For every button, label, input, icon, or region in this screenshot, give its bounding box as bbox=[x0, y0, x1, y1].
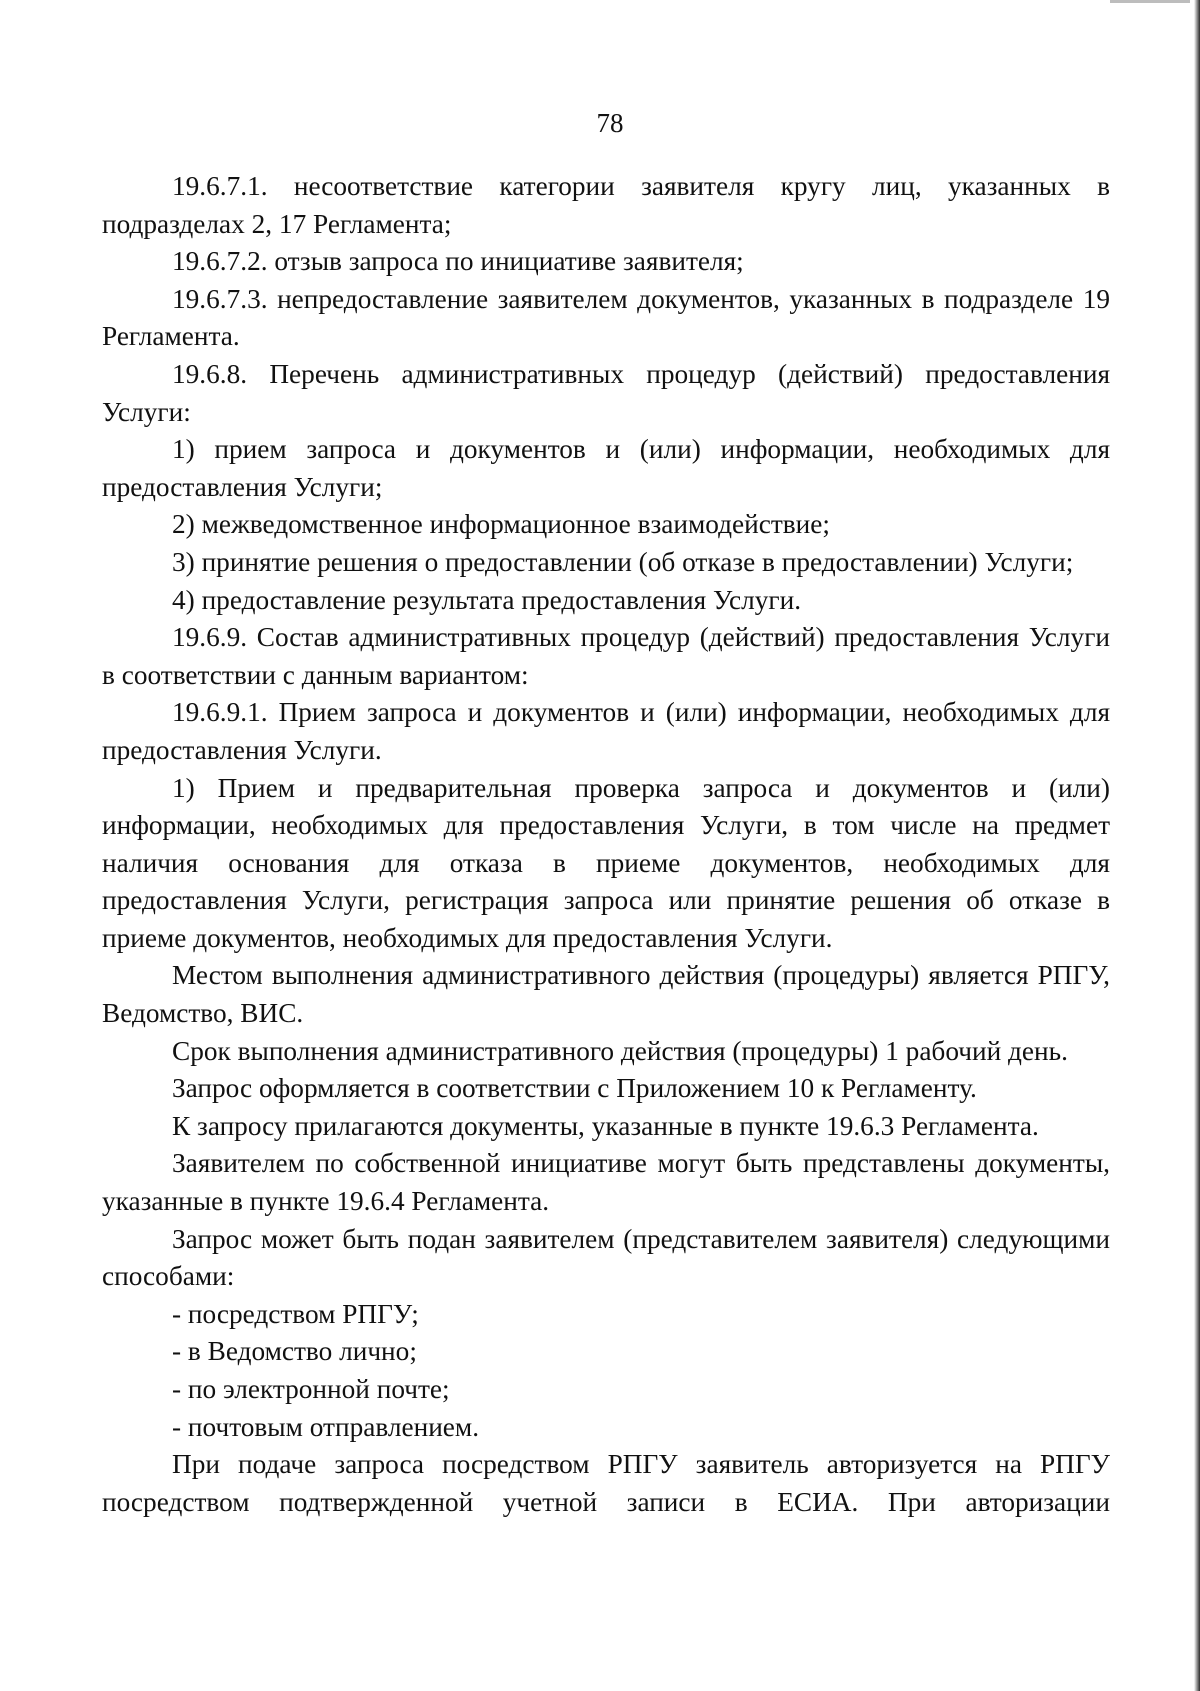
paragraph: Запрос оформляется в соответствии с Приложением 10 к Регламенту. bbox=[172, 1073, 977, 1104]
paragraph: 4) предоставление результата предоставления Услуги. bbox=[172, 584, 802, 615]
paragraph: 19.6.8. Перечень административных процедур (действий) предоставления Услуги: bbox=[102, 358, 1110, 427]
paragraph: 3) принятие решения о предоставлении (об отказе в предоставлении) Услуги; bbox=[172, 546, 1074, 577]
paragraph: 19.6.7.3. непредоставление заявителем документов, указанных в подразделе 19 Регламента. bbox=[102, 283, 1110, 352]
paragraph: 19.6.9. Состав административных процедур (действий) предоставления Услуги в соответствии с данным вариантом: bbox=[102, 622, 1110, 690]
list-item: - в Ведомство лично; bbox=[172, 1336, 417, 1367]
list-item: - по электронной почте; bbox=[172, 1374, 450, 1404]
scan-corner-mark bbox=[1110, 0, 1190, 3]
paragraph: 1) Прием и предварительная проверка запроса и документов и (или) информации, необходимых для предоставления Услуги, в том числе на предмет наличия основания для отказа в приеме документов, необходимых для предоставления Услуги, регистрация запроса или принятие решения об отказе в приеме документов, необходимых для предоставления Услуги. bbox=[102, 772, 1110, 953]
paragraph: Срок выполнения административного действия (процедуры) 1 рабочий день. bbox=[172, 1035, 1068, 1066]
paragraph: 2) межведомственное информационное взаимодействие; bbox=[172, 509, 830, 540]
paragraph: К запросу прилагаются документы, указанные в пункте 19.6.3 Регламента. bbox=[172, 1110, 1039, 1141]
paragraph: Местом выполнения административного действия (процедуры) является РПГУ, Ведомство, ВИС. bbox=[102, 960, 1110, 1029]
paragraph: 19.6.7.1. несоответствие категории заявителя кругу лиц, указанных в подразделах 2, 17 Регламента; bbox=[102, 171, 1110, 239]
paragraph: Заявителем по собственной инициативе могут быть представлены документы, указанные в пункте 19.6.4 Регламента. bbox=[102, 1148, 1110, 1217]
paragraph: 19.6.9.1. Прием запроса и документов и (или) информации, необходимых для предоставления Услуги. bbox=[102, 697, 1110, 765]
paragraph: Запрос может быть подан заявителем (представителем заявителя) следующими способами: bbox=[102, 1223, 1110, 1292]
list-item: - почтовым отправлением. bbox=[172, 1411, 480, 1442]
list-item: - посредством РПГУ; bbox=[172, 1298, 419, 1329]
paragraph: 1) прием запроса и документов и (или) информации, необходимых для предоставления Услуги; bbox=[102, 434, 1110, 502]
document-body bbox=[102, 168, 1110, 1521]
scan-edge-shadow bbox=[1194, 0, 1200, 1691]
paragraph: При подаче запроса посредством РПГУ заявитель авторизуется на РПГУ посредством подтвержденной учетной записи в ЕСИА. При авторизации bbox=[102, 1449, 1110, 1517]
page-number: 78 bbox=[596, 108, 624, 138]
paragraph: 19.6.7.2. отзыв запроса по инициативе заявителя; bbox=[172, 246, 744, 277]
